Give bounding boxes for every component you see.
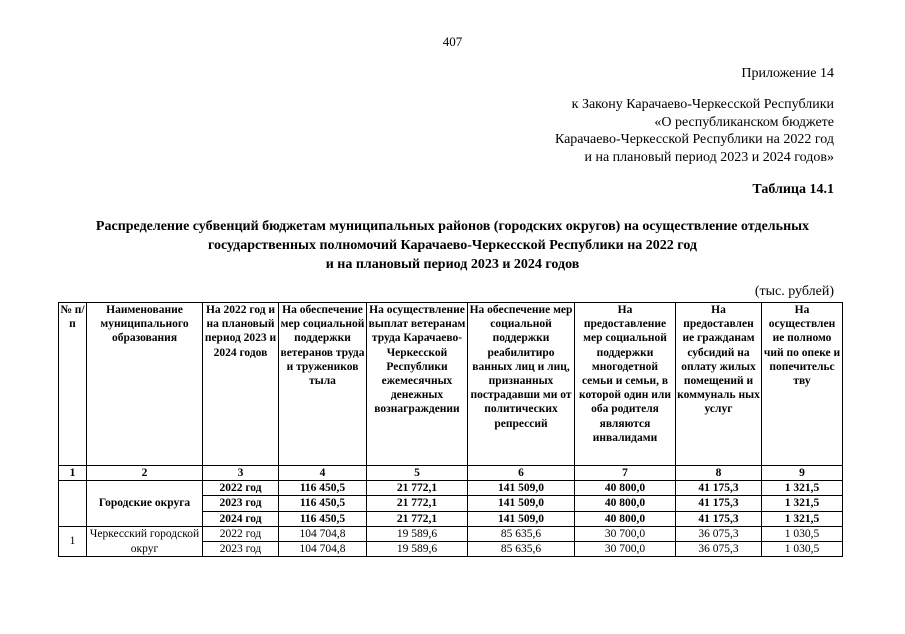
value-cell: 30 700,0	[575, 542, 676, 557]
header-cell: № п/п	[59, 303, 87, 466]
value-cell: 41 175,3	[676, 496, 762, 511]
header-cell: На обеспечение мер социальной поддержки ветеранов труда и тружеников тыла	[279, 303, 367, 466]
value-cell: 36 075,3	[676, 526, 762, 541]
column-number: 8	[676, 466, 762, 481]
column-number: 1	[59, 466, 87, 481]
column-number: 5	[367, 466, 468, 481]
column-number: 6	[468, 466, 575, 481]
table-number: Таблица 14.1	[752, 182, 834, 197]
header-row	[59, 303, 843, 466]
header-cell: На предоставлен ие гражданам субсидий на оплату жилых помещений и коммуналь ных услуг	[676, 303, 762, 466]
value-cell: 104 704,8	[279, 542, 367, 557]
law-reference	[555, 96, 834, 166]
page-number: 407	[442, 34, 463, 49]
value-cell: 40 800,0	[575, 481, 676, 496]
column-number: 9	[762, 466, 843, 481]
column-number: 2	[87, 466, 203, 481]
column-number: 3	[203, 466, 279, 481]
value-cell: 41 175,3	[676, 481, 762, 496]
value-cell: 116 450,5	[279, 496, 367, 511]
value-cell: 1 030,5	[762, 542, 843, 557]
units-label: (тыс. рублей)	[754, 284, 834, 299]
header-cell: На обеспечение мер социальной поддержки реабилитиро ванных лиц и лиц, признанных пострадавши ми от политических репрессий	[468, 303, 575, 466]
column-number: 7	[575, 466, 676, 481]
row-index: 1	[59, 526, 87, 556]
row-index	[59, 481, 87, 527]
year-cell: 2023 год	[203, 496, 279, 511]
value-cell: 21 772,1	[367, 481, 468, 496]
subvention-table	[58, 302, 843, 557]
title-line: Распределение субвенций бюджетам муниципальных районов (городских округов) на осуществление отдельных	[95, 219, 810, 234]
header-cell: На осуществление выплат ветеранам труда Карачаево-Черкесской Республики ежемесячных денежных вознаграждении	[367, 303, 468, 466]
value-cell: 41 175,3	[676, 511, 762, 526]
value-cell: 21 772,1	[367, 496, 468, 511]
value-cell: 1 030,5	[762, 526, 843, 541]
value-cell: 104 704,8	[279, 526, 367, 541]
value-cell: 36 075,3	[676, 542, 762, 557]
law-line: и на плановый период 2023 и 2024 годов»	[584, 149, 834, 165]
year-cell: 2022 год	[203, 481, 279, 496]
value-cell: 30 700,0	[575, 526, 676, 541]
value-cell: 1 321,5	[762, 511, 843, 526]
value-cell: 141 509,0	[468, 481, 575, 496]
value-cell: 85 635,6	[468, 542, 575, 557]
header-cell: На предоставление мер социальной поддержки многодетной семьи и семьи, в которой один или оба родителя являются инвалидами	[575, 303, 676, 466]
header-cell: На 2022 год и на плановый период 2023 и 2024 годов	[203, 303, 279, 466]
header-cell: Наименование муниципального образования	[87, 303, 203, 466]
title-line: и на плановый период 2023 и 2024 годов	[325, 257, 580, 272]
year-cell: 2024 год	[203, 511, 279, 526]
law-line: Карачаево-Черкесской Республики на 2022 год	[554, 132, 834, 147]
value-cell: 21 772,1	[367, 511, 468, 526]
value-cell: 141 509,0	[468, 511, 575, 526]
year-cell: 2022 год	[203, 526, 279, 541]
column-number-row	[59, 466, 843, 481]
value-cell: 116 450,5	[279, 481, 367, 496]
value-cell: 40 800,0	[575, 496, 676, 511]
value-cell: 19 589,6	[367, 542, 468, 557]
table-row	[59, 526, 843, 541]
table-row	[59, 481, 843, 496]
title-line: государственных полномочий Карачаево-Черкесской Республики на 2022 год	[208, 238, 697, 253]
column-number: 4	[279, 466, 367, 481]
value-cell: 1 321,5	[762, 481, 843, 496]
value-cell: 40 800,0	[575, 511, 676, 526]
header-cell: На осуществлен ие полномо чий по опеке и попечительс тву	[762, 303, 843, 466]
value-cell: 85 635,6	[468, 526, 575, 541]
value-cell: 116 450,5	[279, 511, 367, 526]
year-cell: 2023 год	[203, 542, 279, 557]
value-cell: 19 589,6	[367, 526, 468, 541]
value-cell: 1 321,5	[762, 496, 843, 511]
municipality-name: Черкесский городской округ	[87, 526, 203, 556]
law-line: «О республиканском бюджете	[654, 114, 834, 130]
municipality-name: Городские округа	[87, 481, 203, 527]
appendix-label: Приложение 14	[741, 66, 834, 81]
value-cell: 141 509,0	[468, 496, 575, 511]
document-title	[30, 217, 875, 274]
law-line: к Закону Карачаево-Черкесской Республики	[571, 97, 834, 112]
